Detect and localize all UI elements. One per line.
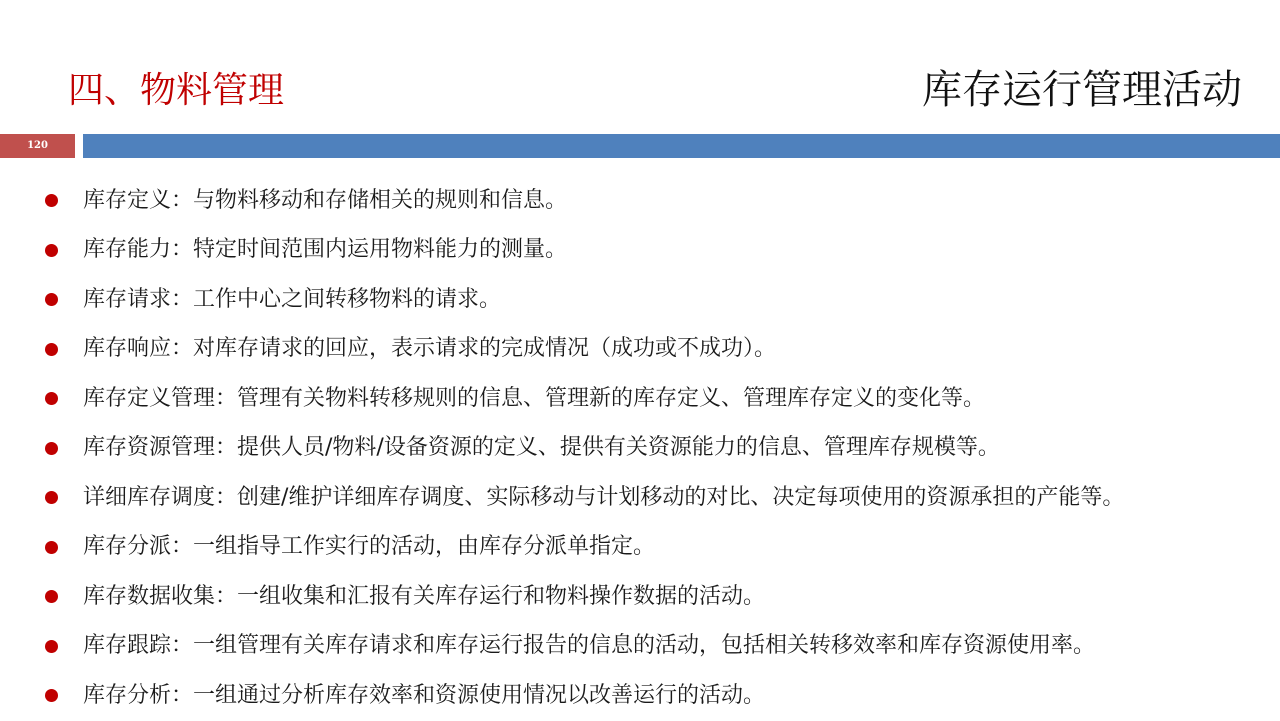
- header-divider-bar: [83, 134, 1280, 158]
- bullet-item: [0, 523, 1280, 573]
- bullet-item: [0, 325, 1280, 375]
- bullet-dot-icon: [45, 541, 58, 554]
- bullet-item: [0, 275, 1280, 325]
- bullet-dot-icon: [45, 343, 58, 356]
- bullet-text: 详细库存调度：创建/维护详细库存调度、实际移动与计划移动的对比、决定每项使用的资源承担的产能等。: [83, 484, 1125, 510]
- bullet-dot-icon: [45, 392, 58, 405]
- bullet-item: [0, 622, 1280, 672]
- bullet-dot-icon: [45, 640, 58, 653]
- bullet-item: [0, 424, 1280, 474]
- bullet-dot-icon: [45, 194, 58, 207]
- bullet-text: 库存分析：一组通过分析库存效率和资源使用情况以改善运行的活动。: [83, 682, 766, 708]
- bullet-text: 库存定义：与物料移动和存储相关的规则和信息。: [83, 187, 568, 213]
- bullet-dot-icon: [45, 244, 58, 257]
- bullet-text: 库存跟踪：一组管理有关库存请求和库存运行报告的信息的活动，包括相关转移效率和库存资源使用率。: [83, 633, 1096, 659]
- bullet-item: [0, 473, 1280, 523]
- bullet-item: [0, 176, 1280, 226]
- page-title: 库存运行管理活动: [922, 67, 1242, 113]
- bullet-text: 库存数据收集：一组收集和汇报有关库存运行和物料操作数据的活动。: [83, 583, 766, 609]
- bullet-text: 库存资源管理：提供人员/物料/设备资源的定义、提供有关资源能力的信息、管理库存规模等。: [83, 435, 1000, 461]
- section-title: 四、物料管理: [68, 70, 285, 111]
- bullet-dot-icon: [45, 689, 58, 702]
- bullet-dot-icon: [45, 293, 58, 306]
- bullet-item: [0, 671, 1280, 721]
- bullet-text: 库存定义管理：管理有关物料转移规则的信息、管理新的库存定义、管理库存定义的变化等。: [83, 385, 986, 411]
- bullet-dot-icon: [45, 491, 58, 504]
- bullet-text: 库存请求：工作中心之间转移物料的请求。: [83, 286, 502, 312]
- bullet-text: 库存响应：对库存请求的回应，表示请求的完成情况（成功或不成功）。: [83, 336, 777, 362]
- bullet-dot-icon: [45, 590, 58, 603]
- bullet-item: [0, 572, 1280, 622]
- bullet-item: [0, 374, 1280, 424]
- bullet-text: 库存能力：特定时间范围内运用物料能力的测量。: [83, 237, 568, 263]
- bullet-item: [0, 226, 1280, 276]
- bullet-text: 库存分派：一组指导工作实行的活动，由库存分派单指定。: [83, 534, 656, 560]
- bullet-list: [0, 176, 1280, 721]
- bullet-dot-icon: [45, 442, 58, 455]
- page-number-badge: 120: [0, 134, 75, 158]
